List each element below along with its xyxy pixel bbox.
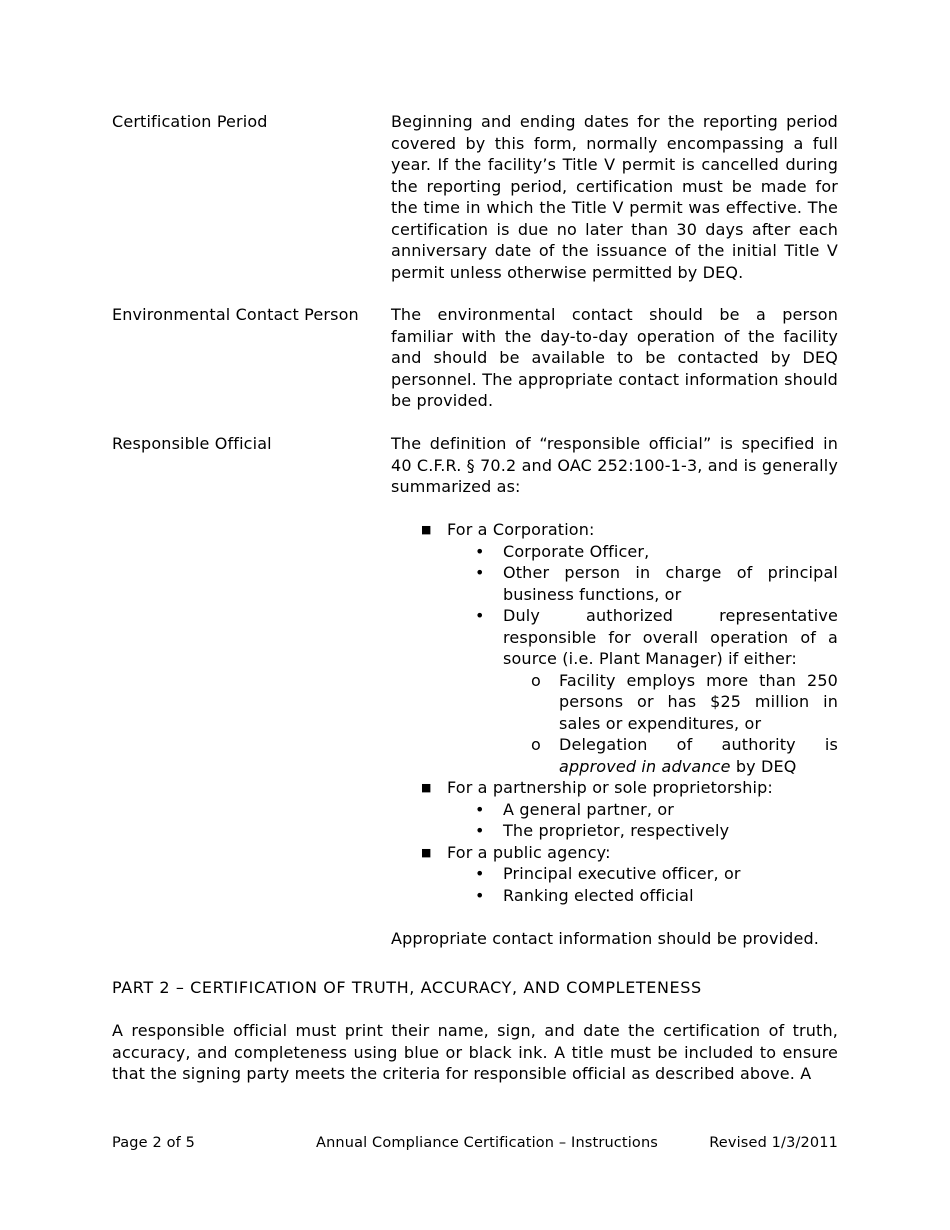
bullet-icon: • [475,885,485,905]
list-item: • Corporate Officer, [475,541,650,561]
circle-bullet-icon: o [531,735,541,754]
part2-paragraph: A responsible official must print their name, sign, and date the certification of truth, accuracy, and completeness using blue or black ink. A title must be included to ensure that the signing party meets the criteria for responsible official as described above. A [112,1021,838,1083]
list-item: o Facility employs more than 250 persons or has $25 million in sales or expenditures, or [531,670,838,733]
list-item: • Duly authorized representative responsible for overall operation of a source (i.e. Plant Manager) if either: o Facility employs more than 250 persons or has $25 million in sales or expenditures, or o Delegation of authority is approved in advance by DEQ [475,606,838,776]
footer-page-number: Page 2 of 5 [112,1135,196,1151]
definition-environmental-contact: The environmental contact should be a person familiar with the day-to-day operation of the facility and should be available to be contacted by DEQ personnel. The appropriate contact information should be provided. [391,305,838,410]
circle-bullet-icon: o [531,670,541,690]
list-item: • The proprietor, respectively [475,821,730,840]
list-item: ■ For a partnership or sole proprietorship: • A general partner, or • The proprietor, respectively [391,777,838,842]
bullet-icon: • [475,821,485,840]
page-footer [112,1133,838,1155]
term-environmental-contact: Environmental Contact Person [112,305,359,324]
list-item: ■ For a Corporation: • Corporate Officer, • Other person in charge of principal business functions, or • Duly authorized representative responsible for overall operation of a source (i.e. Plant Manager) if either: o Facility employs more than 250 persons or has $25 million in sales or expenditures, or o Delegation of authority is approved in advance by DEQ [421,520,838,776]
list-item: ■ For a public agency: • Principal executive officer, or • Ranking elected official [391,842,838,907]
bullet-icon: • [475,606,485,625]
footer-title: Annual Compliance Certification – Instructions [316,1135,658,1151]
bullet-icon: • [475,541,485,561]
list-item: • Other person in charge of principal business functions, or [475,563,838,604]
bullet-icon: • [475,563,485,582]
part2-heading: PART 2 – CERTIFICATION OF TRUTH, ACCURACY, AND COMPLETENESS [112,978,702,997]
footer-revised: Revised 1/3/2011 [709,1135,838,1151]
bullet-icon: • [475,799,485,819]
square-bullet-icon: ■ [421,845,432,859]
list-item: • A general partner, or [475,799,674,819]
list-item: • Principal executive officer, or [475,864,741,883]
bullet-icon: • [475,864,485,883]
list-item: • Ranking elected official [475,885,694,905]
list-item: o Delegation of authority is approved in advance by DEQ [531,735,838,776]
term-responsible-official: Responsible Official [112,434,272,453]
closing-note: Appropriate contact information should be provided. [391,928,820,948]
square-bullet-icon: ■ [421,781,432,794]
definition-responsible-official: The definition of “responsible official” is specified in 40 C.F.R. § 70.2 and OAC 252:100-1-3, and is generally summarized as: [391,434,838,496]
definition-certification-period: Beginning and ending dates for the reporting period covered by this form, normally encompassing a full year. If the facility’s Title V permit is cancelled during the reporting period, certification must be made for the time in which the Title V permit was effective. The certification is due no later than 30 days after each anniversary date of the issuance of the initial Title V permit unless otherwise permitted by DEQ. [391,112,838,282]
term-certification-period: Certification Period [112,112,268,131]
square-bullet-icon: ■ [421,523,432,536]
responsible-official-list [391,519,838,906]
